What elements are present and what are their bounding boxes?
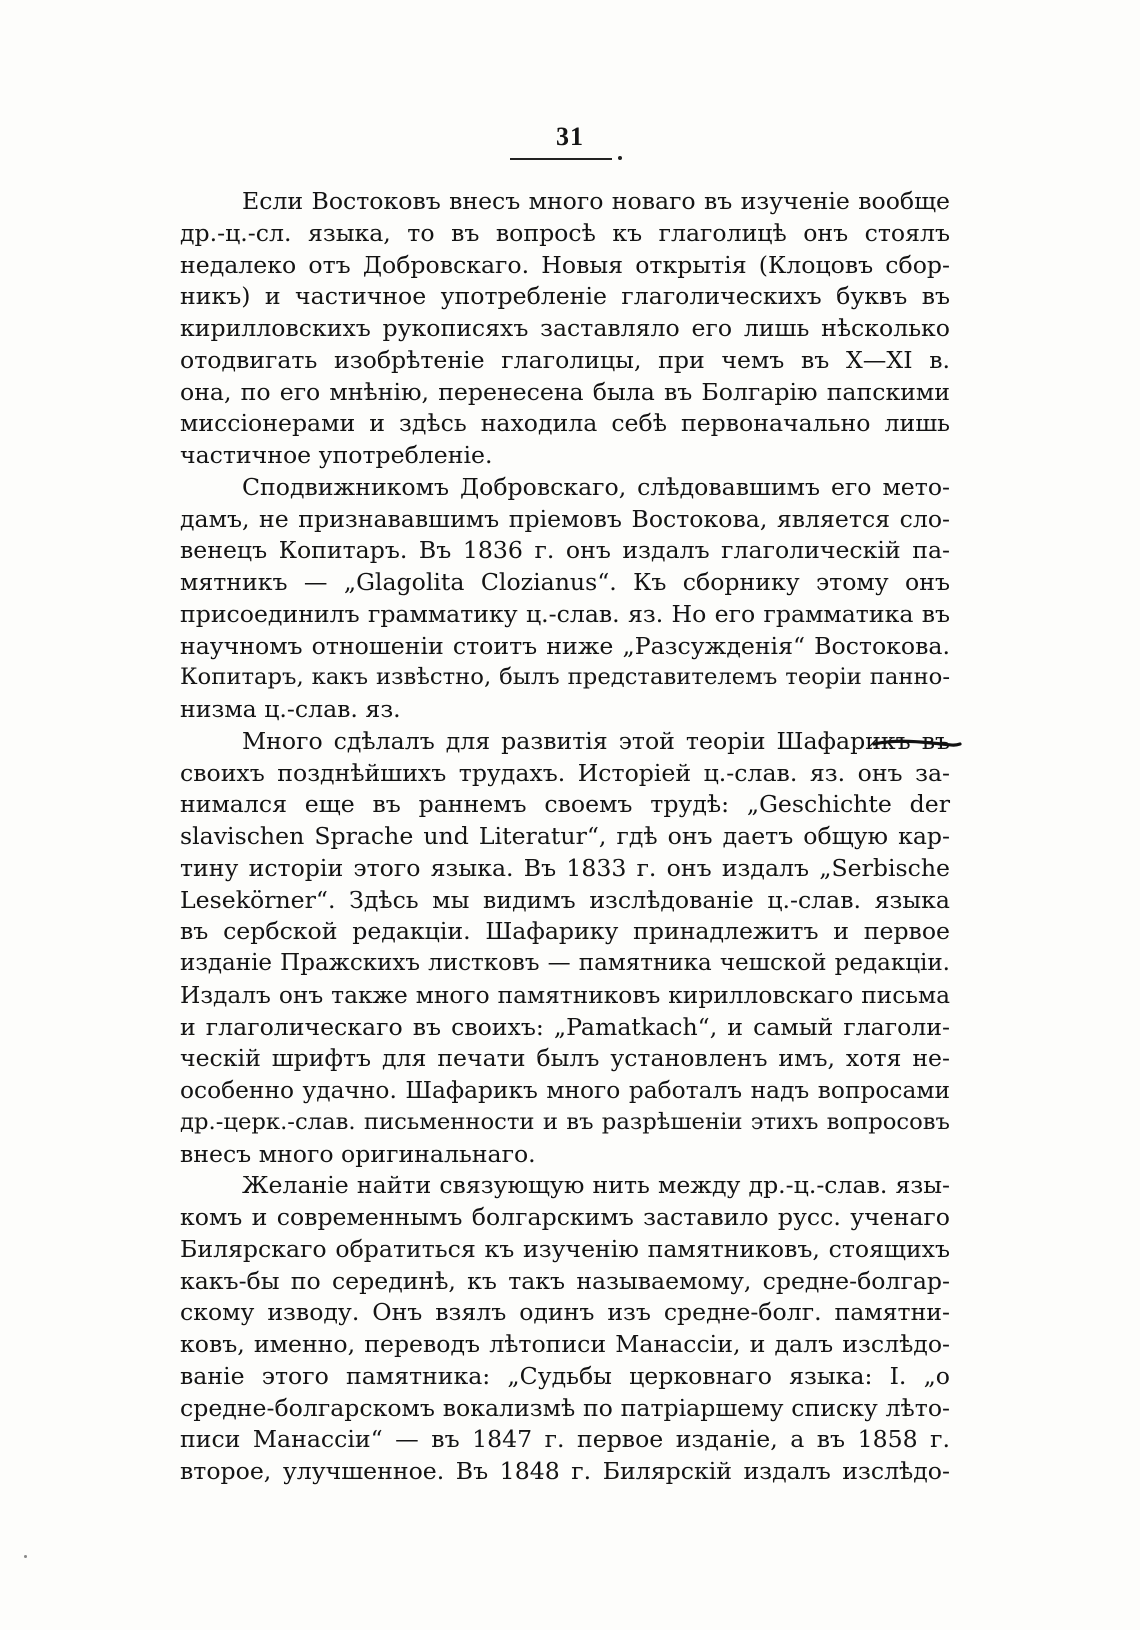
text-line: ковъ, именно, переводъ лѣтописи Манассіи, и далъ изслѣдо- — [180, 1330, 950, 1358]
text-line: Если Востоковъ внесъ много новаго въ изученіе вообще — [242, 187, 950, 215]
text-line: никъ) и частичное употребленіе глаголическихъ буквъ въ — [180, 282, 950, 311]
scan-speck — [24, 1555, 27, 1558]
text-line: и глаголическаго въ своихъ: „Pamatkach“, и самый глаголи- — [180, 1012, 950, 1041]
text-line: Lesekörner“. Здѣсь мы видимъ изслѣдованіе ц.-слав. языка — [180, 885, 950, 914]
text-line: скому изводу. Онъ взялъ одинъ изъ средне-болг. памятни- — [180, 1298, 950, 1327]
pen-underline-mark — [872, 738, 962, 750]
text-line: венецъ Копитаръ. Въ 1836 г. онъ издалъ глаголическій па- — [180, 536, 950, 565]
text-line: средне-болгарскомъ вокализмѣ по патріаршему списку лѣто- — [180, 1393, 950, 1422]
text-line: изданіе Пражскихъ листковъ — памятника чешской редакціи. — [180, 950, 950, 976]
text-line: внесъ много оригинальнаго. — [180, 1139, 536, 1168]
page-number: 31 — [556, 122, 584, 151]
text-line: миссіонерами и здѣсь находила себѣ первоначально лишь — [180, 409, 950, 438]
text-line: Билярскаго обратиться къ изученію памятниковъ, стоящихъ — [180, 1234, 950, 1263]
text-line: она, по его мнѣнію, перенесена была въ Болгарію папскими — [180, 377, 950, 406]
text-line: Сподвижникомъ Добровскаго, слѣдовавшимъ его мето- — [242, 472, 950, 501]
text-line: ваніе этого памятника: „Судьбы церковнаго языка: I. „о — [180, 1361, 950, 1390]
text-line: низма ц.-слав. яз. — [180, 695, 401, 723]
text-line: въ сербской редакціи. Шафарику принадлежитъ и первое — [180, 917, 950, 946]
text-line: кирилловскихъ рукописяхъ заставляло его лишь нѣсколько — [180, 314, 950, 342]
text-line: Издалъ онъ также много памятниковъ кирилловскаго письма — [180, 981, 950, 1009]
text-line: своихъ позднѣйшихъ трудахъ. Исторіей ц.-слав. яз. онъ за- — [180, 758, 950, 787]
text-line: дамъ, не признававшимъ пріемовъ Востокова, является сло- — [180, 504, 950, 533]
text-line: какъ-бы по серединѣ, къ такъ называемому, средне-болгар- — [180, 1266, 950, 1295]
text-line: Много сдѣлалъ для развитія этой теоріи Шафарикъ въ — [242, 726, 950, 755]
text-line: мятникъ — „Glagolita Clozianus“. Къ сборнику этому онъ — [180, 568, 950, 596]
text-line: ческій шрифтъ для печати былъ установленъ имъ, хотя не- — [180, 1044, 950, 1073]
text-line: писи Манассіи“ — въ 1847 г. первое изданіе, а въ 1858 г. — [180, 1425, 950, 1454]
text-line: отодвигать изобрѣтеніе глаголицы, при чемъ въ X—XI в. — [180, 345, 950, 374]
text-line: нимался еще въ раннемъ своемъ трудѣ: „Geschichte der — [180, 790, 950, 819]
text-line: комъ и современнымъ болгарскимъ заставило русс. ученаго — [180, 1203, 950, 1231]
text-line: Копитаръ, какъ извѣстно, былъ представителемъ теоріи панно- — [180, 664, 950, 691]
text-line: второе, улучшенное. Въ 1848 г. Билярскій издалъ изслѣдо- — [180, 1457, 950, 1485]
text-line: особенно удачно. Шафарикъ много работалъ надъ вопросами — [180, 1077, 950, 1104]
text-line: Желаніе найти связующую нить между др.-ц.-слав. язы- — [242, 1171, 950, 1200]
text-line: частичное употребленіе. — [180, 441, 493, 469]
page-number-rule — [510, 158, 612, 160]
text-line: др.-ц.-сл. языка, то въ вопросѣ къ глаголицѣ онъ стоялъ — [180, 218, 950, 247]
rule-dot — [618, 156, 622, 160]
text-line: др.-церк.-слав. письменности и въ разрѣшеніи этихъ вопросовъ — [180, 1108, 950, 1135]
text-line: научномъ отношеніи стоитъ ниже „Разсужденія“ Востокова. — [180, 631, 950, 660]
text-line: недалеко отъ Добровскаго. Новыя открытія (Клоцовъ сбор- — [180, 250, 950, 279]
body-text — [180, 186, 950, 1488]
text-line: slavischen Sprache und Literatur“, гдѣ онъ даетъ общую кар- — [180, 822, 950, 850]
text-line: присоединилъ грамматику ц.-слав. яз. Но его грамматика въ — [180, 599, 950, 628]
text-line: тину исторіи этого языка. Въ 1833 г. онъ издалъ „Serbische — [180, 853, 950, 882]
